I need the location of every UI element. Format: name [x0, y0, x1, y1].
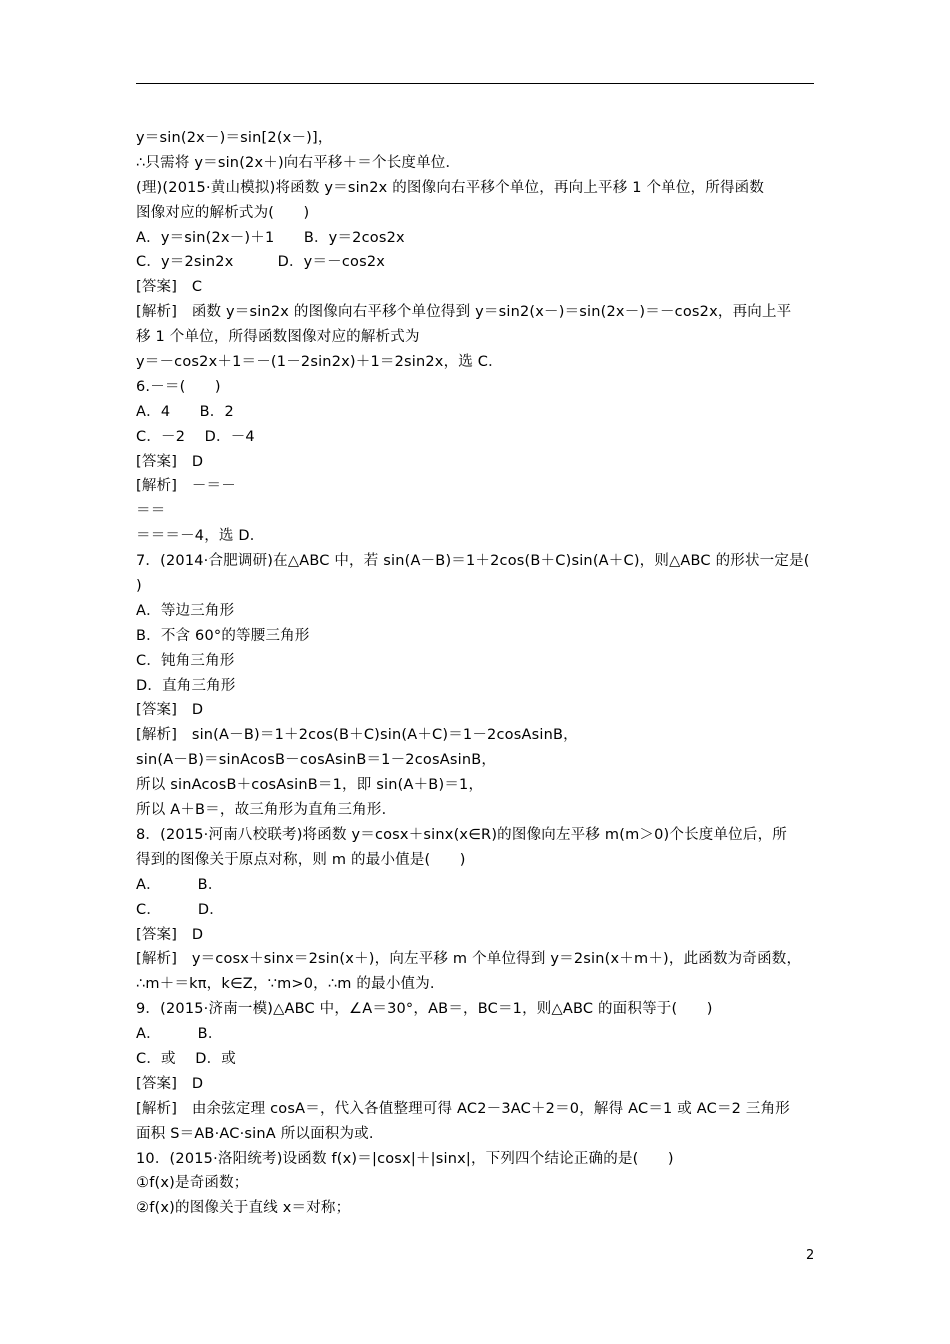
text-line: y＝sin(2x－)＝sin[2(x－)]， — [136, 130, 333, 146]
header-rule — [136, 83, 814, 84]
text-line: [解析] 函数 y＝sin2x 的图像向右平移个单位得到 y＝sin2(x－)＝sin(2x－)＝－cos2x，再向上平 — [136, 304, 792, 321]
text-line: [答案] D — [136, 926, 204, 943]
text-line: C．y＝2sin2x D．y＝－cos2x — [136, 254, 386, 271]
text-line: A． B． — [136, 1026, 223, 1043]
text-line: 得到的图像关于原点对称，则 m 的最小值是( ) — [136, 851, 466, 868]
text-line: A． B． — [136, 876, 223, 893]
text-line: 7．(2014·合肥调研)在△ABC 中，若 sin(A－B)＝1＋2cos(B＋C)sin(A＋C)，则△ABC 的形状一定是( — [136, 553, 810, 570]
text-line: C． D． — [136, 901, 224, 918]
text-line: ①f(x)是奇函数； — [136, 1175, 249, 1192]
text-line: ＝＝＝－4，选 D． — [136, 528, 265, 545]
text-line: 6.－＝( ) — [136, 378, 221, 395]
text-line: [解析] －＝－ — [136, 478, 236, 495]
text-line: (理)(2015·黄山模拟)将函数 y＝sin2x 的图像向右平移个单位，再向上平移 1 个单位，所得函数 — [136, 179, 765, 196]
text-line: ∴只需将 y＝sin(2x＋)向右平移＋＝个长度单位． — [136, 154, 461, 171]
text-line: 所以 A＋B＝，故三角形为直角三角形． — [136, 802, 397, 819]
text-line: D．直角三角形 — [136, 677, 236, 694]
text-line: [答案] C — [136, 279, 203, 296]
text-line: A．4 B．2 — [136, 403, 234, 420]
text-line: B．不含 60°的等腰三角形 — [136, 627, 310, 644]
text-line: ∴m＋＝kπ，k∈Z，∵m>0，∴m 的最小值为. — [136, 976, 435, 993]
text-line: C．钝角三角形 — [136, 652, 235, 669]
text-line: A．等边三角形 — [136, 602, 235, 619]
text-line: 图像对应的解析式为( ) — [136, 204, 310, 221]
text-line: y＝－cos2x＋1＝－(1－2sin2x)＋1＝2sin2x，选 C． — [136, 354, 503, 371]
text-line: [答案] D — [136, 1075, 204, 1092]
text-line: C．或 D．或 — [136, 1050, 236, 1067]
text-line: [解析] sin(A－B)＝1＋2cos(B＋C)sin(A＋C)＝1－2cosAsinB， — [136, 727, 578, 744]
text-line: [解析] y＝cosx＋sinx＝2sin(x＋)，向左平移 m 个单位得到 y＝2sin(x＋m＋)，此函数为奇函数， — [136, 951, 802, 968]
text-line: 移 1 个单位，所得函数图像对应的解析式为 — [136, 329, 420, 346]
text-line: [答案] D — [136, 702, 204, 719]
text-line: 9．(2015·济南一模)△ABC 中，∠A＝30°，AB＝，BC＝1，则△ABC 的面积等于( ) — [136, 1001, 713, 1018]
text-line: C．－2 D．－4 — [136, 428, 255, 445]
text-line: sin(A－B)＝sinAcosB－cosAsinB＝1－2cosAsinB， — [136, 752, 497, 769]
text-line: ②f(x)的图像关于直线 x＝对称； — [136, 1200, 351, 1217]
text-line: 面积 S＝AB·AC·sinA 所以面积为或. — [136, 1125, 374, 1142]
text-line: [答案] D — [136, 453, 204, 470]
text-line: ) — [136, 578, 142, 595]
text-line: A．y＝sin(2x－)＋1 B．y＝2cos2x — [136, 229, 405, 246]
text-line: 所以 sinAcosB＋cosAsinB＝1，即 sin(A＋B)＝1， — [136, 777, 484, 794]
document-body — [136, 126, 820, 1221]
text-line: 10．(2015·洛阳统考)设函数 f(x)＝|cosx|＋|sinx|，下列四个结论正确的是( ) — [136, 1150, 674, 1167]
text-line: [解析] 由余弦定理 cosA＝，代入各值整理可得 AC2－3AC＋2＝0，解得 AC＝1 或 AC＝2 三角形 — [136, 1100, 790, 1117]
text-line: 8．(2015·河南八校联考)将函数 y＝cosx＋sinx(x∈R)的图像向左平移 m(m＞0)个长度单位后，所 — [136, 826, 787, 843]
page-number: 2 — [806, 1248, 815, 1263]
text-line: ＝＝ — [136, 503, 166, 520]
